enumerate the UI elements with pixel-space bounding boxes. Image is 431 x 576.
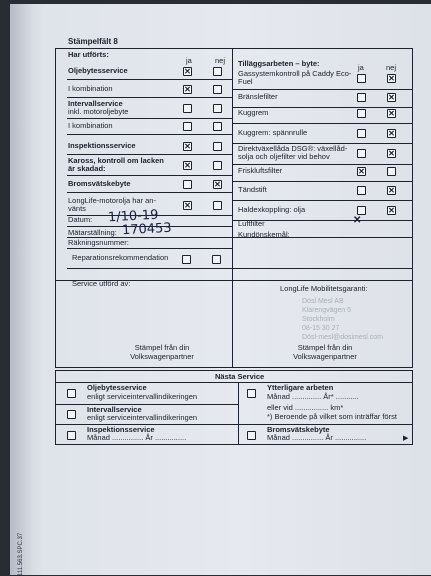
left-row-yes-checkbox[interactable] bbox=[183, 201, 192, 210]
next-interval-text: enligt serviceintervallindikeringen bbox=[87, 413, 198, 422]
next-brake-title: Bromsvätskebyte bbox=[267, 425, 330, 434]
col-yes-right: ja bbox=[358, 63, 364, 72]
faded-stamp-line: Dösl-mesl@dosimesl.com bbox=[302, 334, 384, 341]
right-row-yes-checkbox[interactable] bbox=[357, 186, 366, 195]
next-oil-title: Oljebytesservice bbox=[87, 383, 147, 392]
arrow-right-icon: ▶ bbox=[403, 435, 409, 442]
customer-request-label: Kundönskemål: bbox=[238, 230, 290, 239]
left-row-no-checkbox[interactable] bbox=[213, 180, 222, 189]
left-row-sublabel: vänts bbox=[68, 204, 86, 213]
left-row-no-checkbox[interactable] bbox=[213, 104, 222, 113]
next-oil-text: enligt serviceintervallindikeringen bbox=[87, 392, 198, 401]
left-row-label: Bromsvätskebyte bbox=[68, 179, 131, 188]
faded-stamp-line: Klarengvägen 5 bbox=[302, 307, 352, 314]
right-row-label: Haldexkoppling: olja bbox=[238, 205, 306, 214]
page-title: Stämpelfält 8 bbox=[68, 37, 118, 46]
left-row-yes-checkbox[interactable] bbox=[183, 67, 192, 76]
service-booklet-page bbox=[10, 4, 431, 575]
repair-yes-checkbox[interactable] bbox=[182, 255, 191, 264]
invoice-number-label: Räkningsnummer: bbox=[68, 238, 129, 247]
left-row-yes-checkbox[interactable] bbox=[183, 142, 192, 151]
right-row-no-checkbox[interactable] bbox=[387, 206, 396, 215]
right-row-no-checkbox[interactable] bbox=[387, 129, 396, 138]
right-row-yes-checkbox[interactable] bbox=[357, 74, 366, 83]
repair-no-checkbox[interactable] bbox=[212, 255, 221, 264]
col-yes-left: ja bbox=[186, 56, 192, 65]
right-row-yes-checkbox[interactable] bbox=[357, 167, 366, 176]
repair-recommendation-label: Reparationsrekommendation bbox=[72, 253, 169, 262]
next-oil-checkbox[interactable] bbox=[67, 389, 76, 398]
right-row-label: Direktväxellåda DSG®: växellåd- bbox=[238, 144, 348, 153]
date-handwritten: 1/10-19 bbox=[107, 207, 159, 226]
next-inspection-title: Inspektionsservice bbox=[87, 425, 155, 434]
col-no-left: nej bbox=[215, 56, 226, 65]
faded-stamp-line: 08-15 30 27 bbox=[302, 325, 340, 332]
right-row-no-checkbox[interactable] bbox=[387, 74, 396, 83]
right-row-sublabel: solja och oljefilter vid behov bbox=[238, 152, 330, 161]
luftfilter-label: Luftfilter bbox=[238, 219, 265, 228]
right-row-no-checkbox[interactable] bbox=[387, 186, 396, 195]
left-row-yes-checkbox[interactable] bbox=[183, 104, 192, 113]
left-row-sublabel: är skadad: bbox=[68, 164, 106, 173]
next-additional-km: eller vid ................ km* bbox=[267, 403, 344, 412]
faded-stamp-line: Stockholm bbox=[302, 316, 335, 323]
next-inspection-text: Månad ............... År ............... bbox=[87, 433, 187, 442]
date-label: Datum: bbox=[68, 215, 93, 224]
right-row-label: Friskluftsfilter bbox=[238, 166, 283, 175]
next-additional-note: *) Beroende på vilket som inträffar först bbox=[267, 412, 397, 421]
page-fold-shadow bbox=[10, 4, 32, 575]
left-row-label: I kombination bbox=[68, 121, 113, 130]
next-additional-checkbox[interactable] bbox=[247, 389, 256, 398]
additional-label: Tilläggsarbeten – byte: bbox=[238, 59, 320, 68]
faded-stamp-line: Dösl Mesl AB bbox=[302, 298, 344, 305]
next-brake-text: Månad ............... År ............... bbox=[267, 433, 367, 442]
left-row-no-checkbox[interactable] bbox=[213, 161, 222, 170]
stamp-right-caption: Stämpel från din Volkswagenpartner bbox=[293, 343, 357, 361]
mileage-label: Mätarställning: bbox=[68, 228, 117, 237]
right-row-yes-checkbox[interactable] bbox=[357, 206, 366, 215]
mileage-handwritten: 170453 bbox=[121, 220, 172, 239]
longlife-label: LongLife Mobilitetsgaranti: bbox=[280, 284, 368, 293]
right-row-label: Kuggrem: spännrulle bbox=[238, 128, 308, 137]
left-row-label: Oljebytesservice bbox=[68, 66, 128, 75]
left-row-no-checkbox[interactable] bbox=[213, 67, 222, 76]
left-row-sublabel: inkl. motoroljebyte bbox=[68, 107, 129, 116]
left-row-no-checkbox[interactable] bbox=[213, 142, 222, 151]
right-row-yes-checkbox[interactable] bbox=[357, 149, 366, 158]
left-row-label: LongLife-motorolja har an- bbox=[68, 196, 156, 205]
next-inspection-checkbox[interactable] bbox=[67, 431, 76, 440]
next-brake-checkbox[interactable] bbox=[247, 431, 256, 440]
right-row-no-checkbox[interactable] bbox=[387, 93, 396, 102]
right-row-yes-checkbox[interactable] bbox=[357, 93, 366, 102]
right-row-label: Bränslefilter bbox=[238, 92, 278, 101]
left-row-no-checkbox[interactable] bbox=[213, 201, 222, 210]
side-code: 111.563.SPC.37 bbox=[18, 532, 24, 576]
service-by-label: Service utförd av: bbox=[72, 279, 131, 288]
left-row-label: Kaross, kontroll om lacken bbox=[68, 156, 164, 165]
next-additional-month: Månad .............. År* ........... bbox=[267, 392, 359, 401]
right-row-no-checkbox[interactable] bbox=[387, 149, 396, 158]
done-label: Har utförts: bbox=[68, 50, 109, 59]
right-row-yes-checkbox[interactable] bbox=[357, 129, 366, 138]
right-row-label: Kuggrem bbox=[238, 108, 269, 117]
luftfilter-mark: ✕ bbox=[353, 215, 362, 226]
next-interval-title: Intervallservice bbox=[87, 405, 142, 414]
right-row-label: Tändstift bbox=[238, 185, 267, 194]
left-row-no-checkbox[interactable] bbox=[213, 122, 222, 131]
right-row-yes-checkbox[interactable] bbox=[357, 109, 366, 118]
stamp-left-caption: Stämpel från din Volkswagenpartner bbox=[130, 343, 194, 361]
col-no-right: nej bbox=[386, 63, 397, 72]
right-row-sublabel: Fuel bbox=[238, 77, 253, 86]
right-row-no-checkbox[interactable] bbox=[387, 167, 396, 176]
left-row-yes-checkbox[interactable] bbox=[183, 180, 192, 189]
left-row-label: Inspektionsservice bbox=[68, 141, 136, 150]
right-row-label: Gassystemkontroll på Caddy Eco- bbox=[238, 69, 352, 78]
left-row-label: I kombination bbox=[68, 84, 113, 93]
right-row-no-checkbox[interactable] bbox=[387, 109, 396, 118]
left-row-yes-checkbox[interactable] bbox=[183, 85, 192, 94]
next-additional-title: Ytterligare arbeten bbox=[267, 383, 334, 392]
left-row-yes-checkbox[interactable] bbox=[183, 122, 192, 131]
left-row-yes-checkbox[interactable] bbox=[183, 161, 192, 170]
next-interval-checkbox[interactable] bbox=[67, 410, 76, 419]
left-row-no-checkbox[interactable] bbox=[213, 85, 222, 94]
next-service-title: Nästa Service bbox=[215, 372, 265, 381]
left-row-label: Intervallservice bbox=[68, 99, 123, 108]
